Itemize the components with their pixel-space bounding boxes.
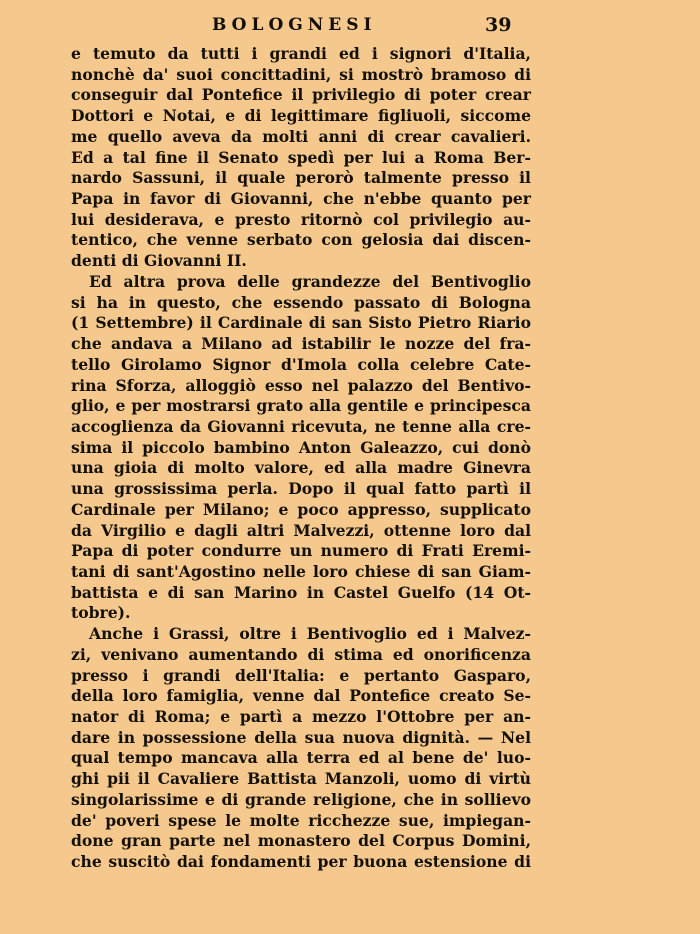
text-line: Cardinale per Milano; e poco appresso, supplicato: [71, 499, 531, 519]
running-head: [0, 12, 700, 38]
text-line: una grossissima perla. Dopo il qual fatto partì il: [71, 479, 531, 499]
text-line: tello Girolamo Signor d'Imola colla celebre Cate-: [71, 354, 531, 374]
text-line: da Virgilio e dagli altri Malvezzi, ottenne loro dal: [71, 520, 531, 540]
text-line: una gioia di molto valore, ed alla madre Ginevra: [71, 458, 531, 478]
page-number: 39: [485, 14, 512, 36]
text-line: done gran parte nel monastero del Corpus Domini,: [71, 831, 531, 851]
text-line: che andava a Milano ad istabilir le nozze del fra-: [71, 334, 531, 354]
paragraph-start-line: Ed altra prova delle grandezze del Bentivoglio: [89, 271, 531, 291]
text-line: che suscitò dai fondamenti per buona estensione di: [71, 852, 531, 872]
text-line: sima il piccolo bambino Anton Galeazzo, cui donò: [71, 437, 531, 457]
text-line: Dottori e Notai, e di legittimare figliuoli, siccome: [71, 106, 531, 126]
text-line: me quello aveva da molti anni di crear cavalieri.: [71, 126, 531, 146]
text-line: Papa di poter condurre un numero di Frati Eremi-: [71, 541, 531, 561]
paragraph-start-line: Anche i Grassi, oltre i Bentivoglio ed i Malvez-: [89, 624, 531, 644]
text-line: tentico, che venne serbato con gelosia dai discen-: [71, 230, 531, 250]
text-line: qual tempo mancava alla terra ed al bene de' luo-: [71, 748, 531, 768]
text-line: ghi pii il Cavaliere Battista Manzoli, uomo di virtù: [71, 769, 531, 789]
text-line: dare in possessione della sua nuova dignità. — Nel: [71, 727, 531, 747]
text-line: nardo Sassuni, il quale perorò talmente presso il: [71, 168, 531, 188]
text-line: glio, e per mostrarsi grato alla gentile e principesca: [71, 396, 531, 416]
text-line: conseguir dal Pontefice il privilegio di poter crear: [71, 85, 531, 105]
text-line: si ha in questo, che essendo passato di Bologna: [71, 292, 531, 312]
text-line: battista e di san Marino in Castel Guelfo (14 Ot-: [71, 582, 531, 602]
text-line: (1 Settembre) il Cardinale di san Sisto Pietro Riario: [71, 313, 531, 333]
text-line: accoglienza da Giovanni ricevuta, ne tenne alla cre-: [71, 416, 531, 436]
text-line: tobre).: [71, 603, 131, 623]
text-line: de' poveri spese le molte ricchezze sue, impiegan-: [71, 810, 531, 830]
text-line: Papa in favor di Giovanni, che n'ebbe quanto per: [71, 189, 531, 209]
text-line: rina Sforza, alloggiò esso nel palazzo del Bentivo-: [71, 375, 531, 395]
text-line: presso i grandi dell'Italia: e pertanto Gasparo,: [71, 665, 531, 685]
text-line: della loro famiglia, venne dal Pontefice creato Se-: [71, 686, 531, 706]
text-line: tani di sant'Agostino nelle loro chiese di san Giam-: [71, 561, 531, 581]
text-line: nator di Roma; e partì a mezzo l'Ottobre per an-: [71, 707, 531, 726]
text-line: zi, venivano aumentando di stima ed onorificenza: [71, 644, 531, 664]
running-title: BOLOGNESI: [212, 15, 377, 35]
text-line: lui desiderava, e presto ritornò col privilegio au-: [71, 209, 531, 229]
text-line: singolarissime e di grande religione, che in sollievo: [71, 789, 531, 809]
text-line: denti di Giovanni II.: [71, 251, 247, 271]
text-line: e temuto da tutti i grandi ed i signori d'Italia,: [71, 44, 531, 63]
body-text: [71, 44, 531, 873]
text-line: Ed a tal fine il Senato spedì per lui a Roma Ber-: [71, 147, 531, 167]
text-line: nonchè da' suoi concittadini, si mostrò bramoso di: [71, 64, 531, 84]
